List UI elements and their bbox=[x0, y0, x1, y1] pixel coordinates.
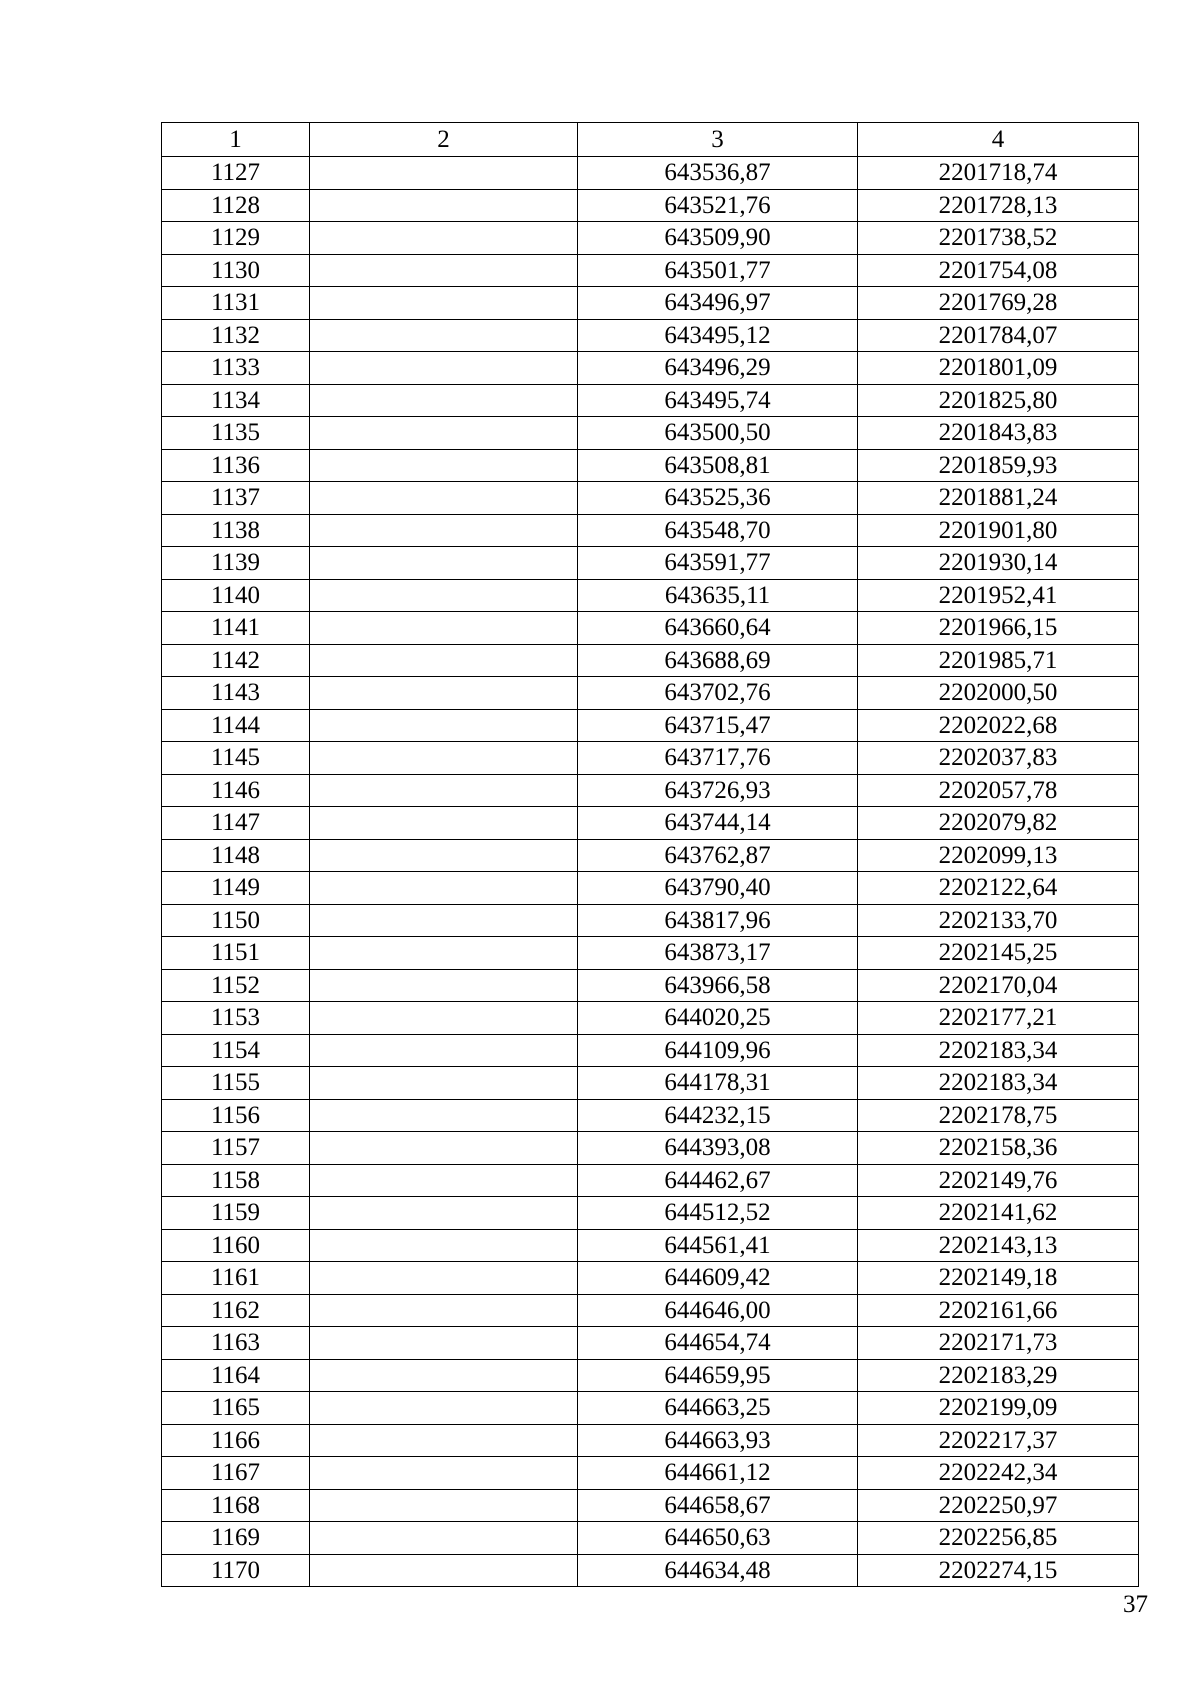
x-coordinate-cell: 643717,76 bbox=[578, 742, 858, 775]
point-number-cell: 1130 bbox=[162, 254, 310, 287]
name-cell bbox=[310, 1002, 578, 1035]
x-coordinate-cell: 643688,69 bbox=[578, 644, 858, 677]
table-row bbox=[162, 254, 1139, 287]
y-coordinate-cell: 2202171,73 bbox=[858, 1327, 1139, 1360]
column-header-1: 1 bbox=[162, 123, 310, 157]
name-cell bbox=[310, 872, 578, 905]
point-number-cell: 1142 bbox=[162, 644, 310, 677]
y-coordinate-cell: 2201754,08 bbox=[858, 254, 1139, 287]
y-coordinate-cell: 2201930,14 bbox=[858, 547, 1139, 580]
x-coordinate-cell: 644109,96 bbox=[578, 1034, 858, 1067]
name-cell bbox=[310, 1554, 578, 1587]
column-header-2: 2 bbox=[310, 123, 578, 157]
x-coordinate-cell: 643762,87 bbox=[578, 839, 858, 872]
point-number-cell: 1147 bbox=[162, 807, 310, 840]
name-cell bbox=[310, 839, 578, 872]
name-cell bbox=[310, 1262, 578, 1295]
y-coordinate-cell: 2201738,52 bbox=[858, 222, 1139, 255]
table-row bbox=[162, 1002, 1139, 1035]
y-coordinate-cell: 2201859,93 bbox=[858, 449, 1139, 482]
name-cell bbox=[310, 1164, 578, 1197]
name-cell bbox=[310, 774, 578, 807]
table-row bbox=[162, 1197, 1139, 1230]
x-coordinate-cell: 644661,12 bbox=[578, 1457, 858, 1490]
table-row bbox=[162, 579, 1139, 612]
table-row bbox=[162, 1067, 1139, 1100]
x-coordinate-cell: 644462,67 bbox=[578, 1164, 858, 1197]
table-row bbox=[162, 1034, 1139, 1067]
table-row bbox=[162, 1294, 1139, 1327]
x-coordinate-cell: 643873,17 bbox=[578, 937, 858, 970]
table-row bbox=[162, 839, 1139, 872]
x-coordinate-cell: 643495,12 bbox=[578, 319, 858, 352]
x-coordinate-cell: 644561,41 bbox=[578, 1229, 858, 1262]
name-cell bbox=[310, 1197, 578, 1230]
name-cell bbox=[310, 1294, 578, 1327]
point-number-cell: 1144 bbox=[162, 709, 310, 742]
table-row bbox=[162, 937, 1139, 970]
table-row bbox=[162, 189, 1139, 222]
point-number-cell: 1139 bbox=[162, 547, 310, 580]
name-cell bbox=[310, 1489, 578, 1522]
point-number-cell: 1146 bbox=[162, 774, 310, 807]
point-number-cell: 1138 bbox=[162, 514, 310, 547]
point-number-cell: 1150 bbox=[162, 904, 310, 937]
y-coordinate-cell: 2202022,68 bbox=[858, 709, 1139, 742]
point-number-cell: 1136 bbox=[162, 449, 310, 482]
y-coordinate-cell: 2202099,13 bbox=[858, 839, 1139, 872]
x-coordinate-cell: 644654,74 bbox=[578, 1327, 858, 1360]
x-coordinate-cell: 643500,50 bbox=[578, 417, 858, 450]
y-coordinate-cell: 2201801,09 bbox=[858, 352, 1139, 385]
x-coordinate-cell: 643496,29 bbox=[578, 352, 858, 385]
y-coordinate-cell: 2202250,97 bbox=[858, 1489, 1139, 1522]
point-number-cell: 1161 bbox=[162, 1262, 310, 1295]
table-row bbox=[162, 1489, 1139, 1522]
name-cell bbox=[310, 1034, 578, 1067]
table-row bbox=[162, 774, 1139, 807]
name-cell bbox=[310, 189, 578, 222]
name-cell bbox=[310, 1457, 578, 1490]
point-number-cell: 1170 bbox=[162, 1554, 310, 1587]
point-number-cell: 1162 bbox=[162, 1294, 310, 1327]
table-row bbox=[162, 1359, 1139, 1392]
table-row bbox=[162, 1392, 1139, 1425]
point-number-cell: 1160 bbox=[162, 1229, 310, 1262]
y-coordinate-cell: 2202158,36 bbox=[858, 1132, 1139, 1165]
y-coordinate-cell: 2202274,15 bbox=[858, 1554, 1139, 1587]
table-row bbox=[162, 417, 1139, 450]
name-cell bbox=[310, 352, 578, 385]
point-number-cell: 1164 bbox=[162, 1359, 310, 1392]
point-number-cell: 1169 bbox=[162, 1522, 310, 1555]
y-coordinate-cell: 2202183,29 bbox=[858, 1359, 1139, 1392]
table-row bbox=[162, 449, 1139, 482]
table-row bbox=[162, 157, 1139, 190]
y-coordinate-cell: 2201728,13 bbox=[858, 189, 1139, 222]
x-coordinate-cell: 643509,90 bbox=[578, 222, 858, 255]
y-coordinate-cell: 2202183,34 bbox=[858, 1034, 1139, 1067]
table-row bbox=[162, 1132, 1139, 1165]
point-number-cell: 1129 bbox=[162, 222, 310, 255]
name-cell bbox=[310, 1067, 578, 1100]
name-cell bbox=[310, 807, 578, 840]
x-coordinate-cell: 643536,87 bbox=[578, 157, 858, 190]
point-number-cell: 1132 bbox=[162, 319, 310, 352]
table-row bbox=[162, 352, 1139, 385]
name-cell bbox=[310, 1424, 578, 1457]
y-coordinate-cell: 2202079,82 bbox=[858, 807, 1139, 840]
point-number-cell: 1167 bbox=[162, 1457, 310, 1490]
x-coordinate-cell: 643966,58 bbox=[578, 969, 858, 1002]
y-coordinate-cell: 2202141,62 bbox=[858, 1197, 1139, 1230]
y-coordinate-cell: 2202183,34 bbox=[858, 1067, 1139, 1100]
name-cell bbox=[310, 937, 578, 970]
x-coordinate-cell: 644663,93 bbox=[578, 1424, 858, 1457]
table-header bbox=[162, 123, 1139, 157]
y-coordinate-cell: 2202199,09 bbox=[858, 1392, 1139, 1425]
name-cell bbox=[310, 157, 578, 190]
name-cell bbox=[310, 579, 578, 612]
table-row bbox=[162, 644, 1139, 677]
x-coordinate-cell: 643591,77 bbox=[578, 547, 858, 580]
y-coordinate-cell: 2201966,15 bbox=[858, 612, 1139, 645]
point-number-cell: 1135 bbox=[162, 417, 310, 450]
name-cell bbox=[310, 384, 578, 417]
y-coordinate-cell: 2201985,71 bbox=[858, 644, 1139, 677]
x-coordinate-cell: 643548,70 bbox=[578, 514, 858, 547]
x-coordinate-cell: 644659,95 bbox=[578, 1359, 858, 1392]
table-row bbox=[162, 1327, 1139, 1360]
y-coordinate-cell: 2202133,70 bbox=[858, 904, 1139, 937]
x-coordinate-cell: 643817,96 bbox=[578, 904, 858, 937]
point-number-cell: 1145 bbox=[162, 742, 310, 775]
name-cell bbox=[310, 1327, 578, 1360]
table-row bbox=[162, 1424, 1139, 1457]
name-cell bbox=[310, 1359, 578, 1392]
point-number-cell: 1148 bbox=[162, 839, 310, 872]
x-coordinate-cell: 643635,11 bbox=[578, 579, 858, 612]
y-coordinate-cell: 2202170,04 bbox=[858, 969, 1139, 1002]
y-coordinate-cell: 2201784,07 bbox=[858, 319, 1139, 352]
x-coordinate-cell: 644650,63 bbox=[578, 1522, 858, 1555]
y-coordinate-cell: 2202037,83 bbox=[858, 742, 1139, 775]
y-coordinate-cell: 2202256,85 bbox=[858, 1522, 1139, 1555]
table-row bbox=[162, 1229, 1139, 1262]
name-cell bbox=[310, 514, 578, 547]
x-coordinate-cell: 644634,48 bbox=[578, 1554, 858, 1587]
name-cell bbox=[310, 254, 578, 287]
point-number-cell: 1158 bbox=[162, 1164, 310, 1197]
table-row bbox=[162, 807, 1139, 840]
y-coordinate-cell: 2202161,66 bbox=[858, 1294, 1139, 1327]
table-row bbox=[162, 1457, 1139, 1490]
y-coordinate-cell: 2202143,13 bbox=[858, 1229, 1139, 1262]
y-coordinate-cell: 2202149,18 bbox=[858, 1262, 1139, 1295]
name-cell bbox=[310, 1522, 578, 1555]
name-cell bbox=[310, 969, 578, 1002]
point-number-cell: 1168 bbox=[162, 1489, 310, 1522]
point-number-cell: 1152 bbox=[162, 969, 310, 1002]
name-cell bbox=[310, 449, 578, 482]
column-header-4: 4 bbox=[858, 123, 1139, 157]
table-row bbox=[162, 287, 1139, 320]
page-number: 37 bbox=[1123, 1591, 1148, 1618]
name-cell bbox=[310, 709, 578, 742]
y-coordinate-cell: 2201901,80 bbox=[858, 514, 1139, 547]
point-number-cell: 1153 bbox=[162, 1002, 310, 1035]
table-row bbox=[162, 547, 1139, 580]
x-coordinate-cell: 643508,81 bbox=[578, 449, 858, 482]
x-coordinate-cell: 643495,74 bbox=[578, 384, 858, 417]
x-coordinate-cell: 643715,47 bbox=[578, 709, 858, 742]
name-cell bbox=[310, 1099, 578, 1132]
header-row bbox=[162, 123, 1139, 157]
table-row bbox=[162, 319, 1139, 352]
point-number-cell: 1149 bbox=[162, 872, 310, 905]
y-coordinate-cell: 2201718,74 bbox=[858, 157, 1139, 190]
x-coordinate-cell: 644020,25 bbox=[578, 1002, 858, 1035]
x-coordinate-cell: 643790,40 bbox=[578, 872, 858, 905]
point-number-cell: 1163 bbox=[162, 1327, 310, 1360]
point-number-cell: 1143 bbox=[162, 677, 310, 710]
name-cell bbox=[310, 1132, 578, 1165]
y-coordinate-cell: 2202242,34 bbox=[858, 1457, 1139, 1490]
x-coordinate-cell: 643660,64 bbox=[578, 612, 858, 645]
y-coordinate-cell: 2202000,50 bbox=[858, 677, 1139, 710]
table-body bbox=[162, 157, 1139, 1587]
x-coordinate-cell: 644663,25 bbox=[578, 1392, 858, 1425]
y-coordinate-cell: 2201769,28 bbox=[858, 287, 1139, 320]
name-cell bbox=[310, 222, 578, 255]
x-coordinate-cell: 644646,00 bbox=[578, 1294, 858, 1327]
table-row bbox=[162, 1554, 1139, 1587]
y-coordinate-cell: 2201881,24 bbox=[858, 482, 1139, 515]
name-cell bbox=[310, 547, 578, 580]
y-coordinate-cell: 2202177,21 bbox=[858, 1002, 1139, 1035]
point-number-cell: 1156 bbox=[162, 1099, 310, 1132]
table-row bbox=[162, 1099, 1139, 1132]
table-row bbox=[162, 904, 1139, 937]
y-coordinate-cell: 2202145,25 bbox=[858, 937, 1139, 970]
name-cell bbox=[310, 612, 578, 645]
point-number-cell: 1165 bbox=[162, 1392, 310, 1425]
name-cell bbox=[310, 417, 578, 450]
table-row bbox=[162, 872, 1139, 905]
table-row bbox=[162, 482, 1139, 515]
x-coordinate-cell: 643744,14 bbox=[578, 807, 858, 840]
x-coordinate-cell: 643521,76 bbox=[578, 189, 858, 222]
point-number-cell: 1154 bbox=[162, 1034, 310, 1067]
x-coordinate-cell: 643726,93 bbox=[578, 774, 858, 807]
x-coordinate-cell: 644232,15 bbox=[578, 1099, 858, 1132]
y-coordinate-cell: 2201952,41 bbox=[858, 579, 1139, 612]
name-cell bbox=[310, 644, 578, 677]
name-cell bbox=[310, 482, 578, 515]
y-coordinate-cell: 2202217,37 bbox=[858, 1424, 1139, 1457]
x-coordinate-cell: 644658,67 bbox=[578, 1489, 858, 1522]
table-row bbox=[162, 1522, 1139, 1555]
name-cell bbox=[310, 677, 578, 710]
y-coordinate-cell: 2202057,78 bbox=[858, 774, 1139, 807]
y-coordinate-cell: 2201843,83 bbox=[858, 417, 1139, 450]
name-cell bbox=[310, 319, 578, 352]
name-cell bbox=[310, 742, 578, 775]
x-coordinate-cell: 643702,76 bbox=[578, 677, 858, 710]
point-number-cell: 1151 bbox=[162, 937, 310, 970]
table-row bbox=[162, 677, 1139, 710]
point-number-cell: 1128 bbox=[162, 189, 310, 222]
point-number-cell: 1166 bbox=[162, 1424, 310, 1457]
table-row bbox=[162, 709, 1139, 742]
y-coordinate-cell: 2201825,80 bbox=[858, 384, 1139, 417]
x-coordinate-cell: 644609,42 bbox=[578, 1262, 858, 1295]
name-cell bbox=[310, 1392, 578, 1425]
table-row bbox=[162, 969, 1139, 1002]
x-coordinate-cell: 644512,52 bbox=[578, 1197, 858, 1230]
point-number-cell: 1133 bbox=[162, 352, 310, 385]
x-coordinate-cell: 643525,36 bbox=[578, 482, 858, 515]
point-number-cell: 1157 bbox=[162, 1132, 310, 1165]
point-number-cell: 1134 bbox=[162, 384, 310, 417]
x-coordinate-cell: 643496,97 bbox=[578, 287, 858, 320]
point-number-cell: 1155 bbox=[162, 1067, 310, 1100]
x-coordinate-cell: 644178,31 bbox=[578, 1067, 858, 1100]
point-number-cell: 1140 bbox=[162, 579, 310, 612]
table-row bbox=[162, 742, 1139, 775]
name-cell bbox=[310, 904, 578, 937]
y-coordinate-cell: 2202122,64 bbox=[858, 872, 1139, 905]
x-coordinate-cell: 644393,08 bbox=[578, 1132, 858, 1165]
point-number-cell: 1159 bbox=[162, 1197, 310, 1230]
table-row bbox=[162, 1262, 1139, 1295]
table-row bbox=[162, 514, 1139, 547]
y-coordinate-cell: 2202178,75 bbox=[858, 1099, 1139, 1132]
point-number-cell: 1141 bbox=[162, 612, 310, 645]
x-coordinate-cell: 643501,77 bbox=[578, 254, 858, 287]
point-number-cell: 1137 bbox=[162, 482, 310, 515]
table-row bbox=[162, 222, 1139, 255]
point-number-cell: 1127 bbox=[162, 157, 310, 190]
name-cell bbox=[310, 1229, 578, 1262]
column-header-3: 3 bbox=[578, 123, 858, 157]
coordinates-table bbox=[161, 122, 1139, 1587]
table-row bbox=[162, 384, 1139, 417]
name-cell bbox=[310, 287, 578, 320]
y-coordinate-cell: 2202149,76 bbox=[858, 1164, 1139, 1197]
table-row bbox=[162, 612, 1139, 645]
table-row bbox=[162, 1164, 1139, 1197]
point-number-cell: 1131 bbox=[162, 287, 310, 320]
